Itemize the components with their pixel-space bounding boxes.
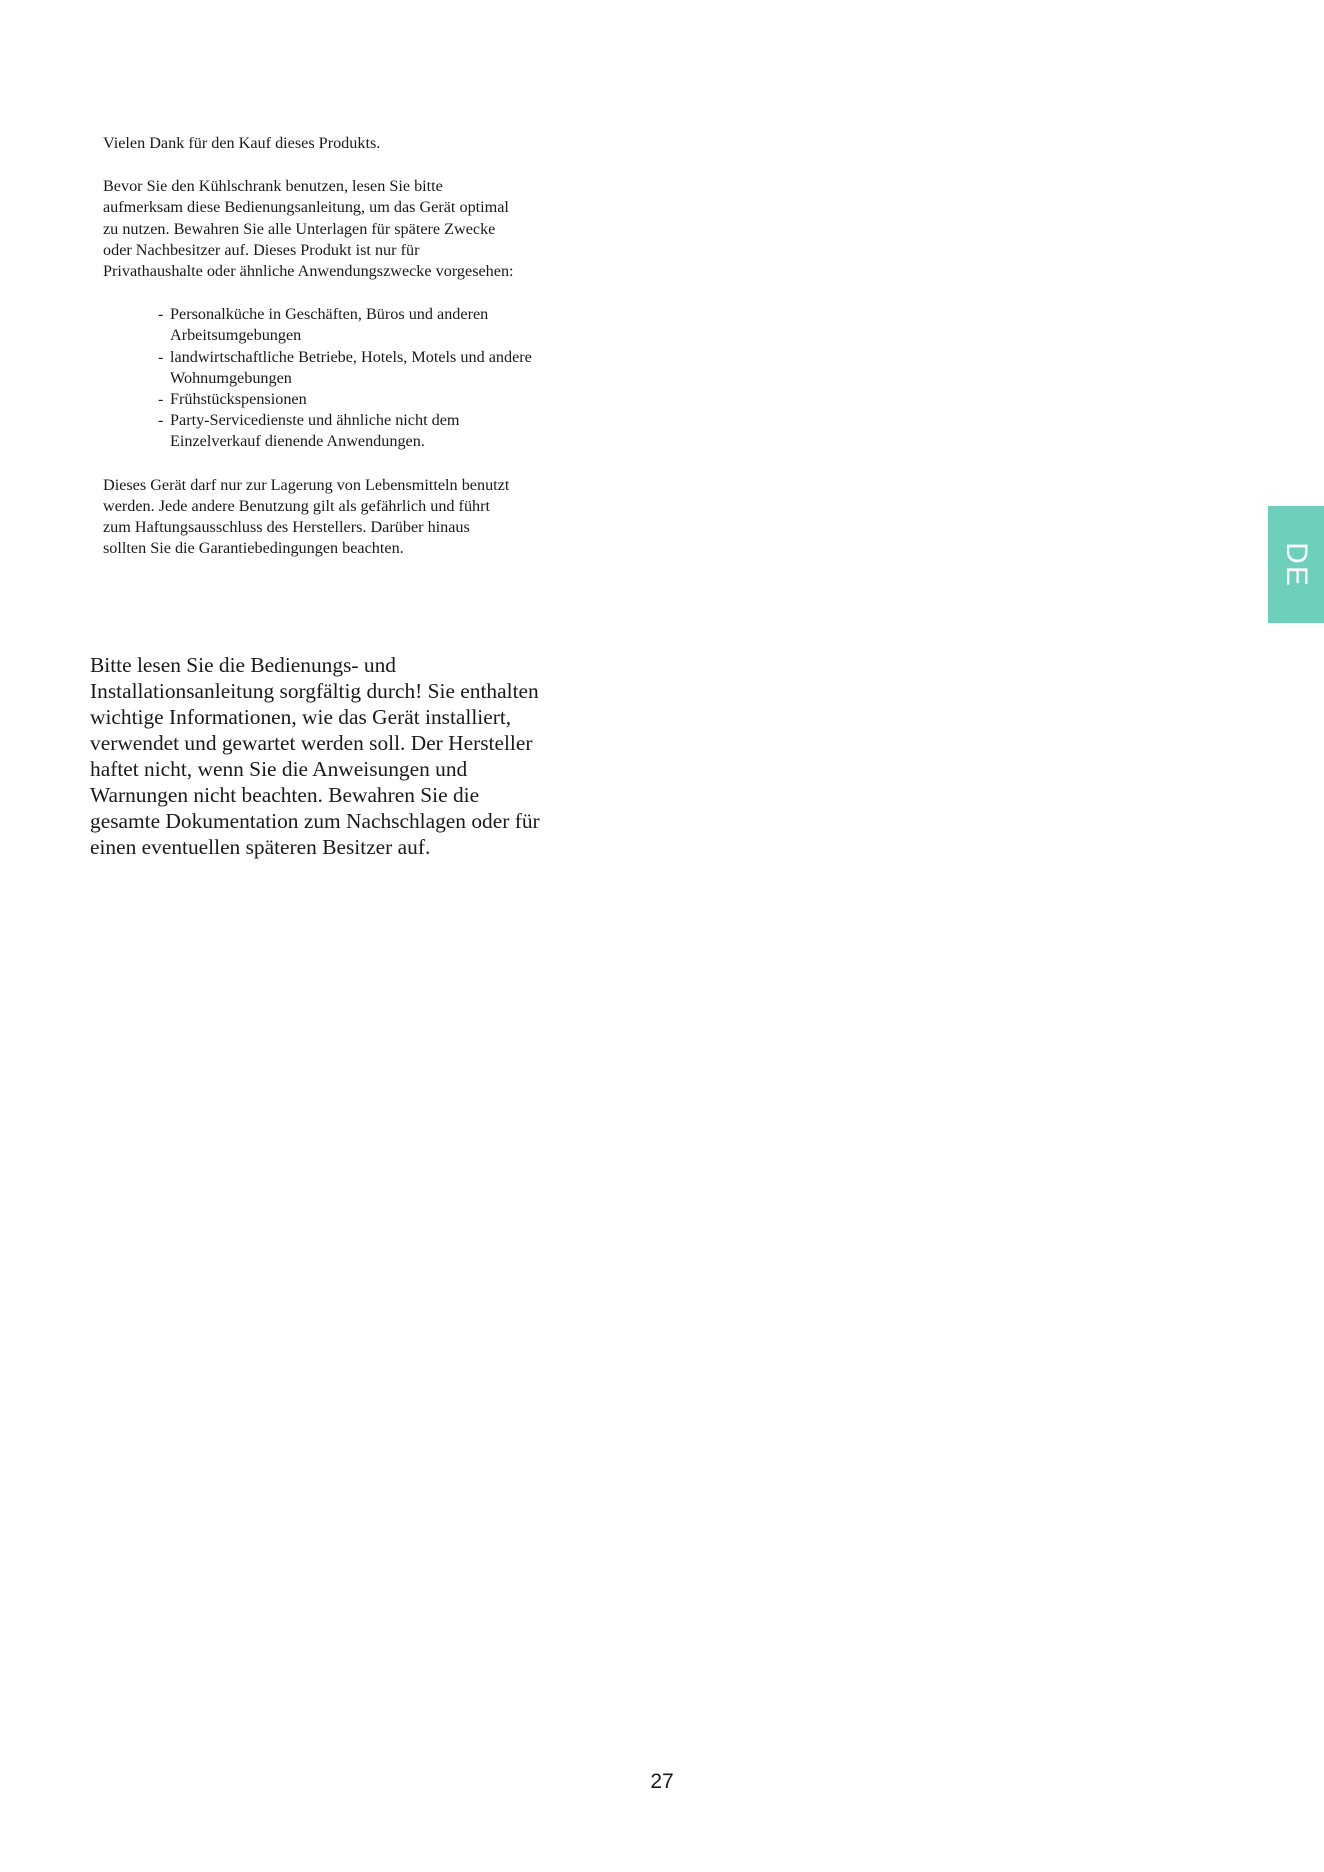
list-item	[158, 304, 623, 346]
list-item	[158, 347, 623, 389]
intended-use-list	[103, 304, 623, 452]
language-tab	[1268, 506, 1324, 623]
list-item	[158, 389, 623, 410]
notice-section	[90, 652, 630, 860]
list-item-text: Personalküche in Geschäften, Büros und anderen Arbeitsumgebungen	[170, 305, 489, 345]
notice-paragraph: Bitte lesen Sie die Bedienungs- und Installationsanleitung sorgfältig durch! Sie enthalten wichtige Informationen, wie das Gerät installiert, verwendet und gewartet werden soll. Der Hersteller haftet nicht, wenn Sie die Anweisungen und Warnungen nicht beachten. Bewahren Sie die gesamte Dokumentation zum Nachschlagen oder für einen eventuellen späteren Besitzer auf.	[90, 653, 540, 859]
language-tab-label: DE	[1280, 541, 1313, 588]
restriction-paragraph: Dieses Gerät darf nur zur Lagerung von Lebensmitteln benutzt werden. Jede andere Benutzung gilt als gefährlich und führt zum Haftungsausschluss des Herstellers. Darüber hinaus sollten Sie die Garantiebedingungen beachten.	[103, 475, 510, 558]
bullet-marker: -	[158, 347, 164, 366]
list-item-text: Frühstückspensionen	[170, 390, 307, 409]
intro-section	[103, 133, 623, 559]
list-item-text: landwirtschaftliche Betriebe, Hotels, Motels und andere Wohnumgebungen	[170, 347, 532, 387]
bullet-marker: -	[158, 305, 164, 324]
before-use-paragraph: Bevor Sie den Kühlschrank benutzen, lesen Sie bitte aufmerksam diese Bedienungsanleitung, um das Gerät optimal zu nutzen. Bewahren Sie alle Unterlagen für spätere Zwecke oder Nachbesitzer auf. Dieses Produkt ist nur für Privathaushalte oder ähnliche Anwendungszwecke vorgesehen:	[103, 177, 514, 281]
page-number: 27	[650, 1770, 674, 1793]
bullet-marker: -	[158, 411, 164, 430]
bullet-marker: -	[158, 390, 164, 409]
list-item-text: Party-Servicedienste und ähnliche nicht dem Einzelverkauf dienende Anwendungen.	[170, 411, 460, 451]
thanks-paragraph: Vielen Dank für den Kauf dieses Produkts.	[103, 134, 381, 152]
list-item	[158, 410, 623, 452]
